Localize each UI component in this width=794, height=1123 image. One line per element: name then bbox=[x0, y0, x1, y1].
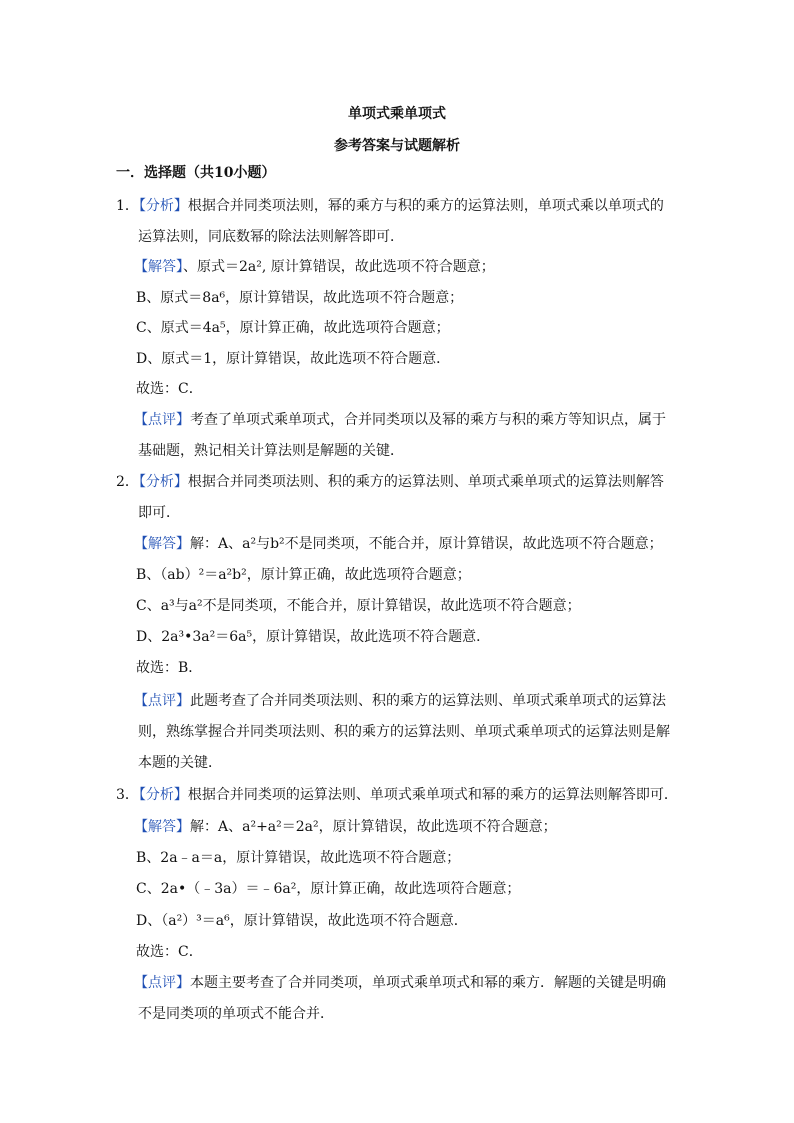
q3-number: 3． bbox=[116, 787, 139, 803]
q1-analysis-text: 根据合并同类项法则，幂的乘方与积的乘方的运算法则，单项式乘以单项式的 bbox=[187, 198, 664, 214]
q1-analysis-line-2: 运算法则，同底数幂的除法法则解答即可． bbox=[138, 229, 404, 245]
q1-choice: 故选：C． bbox=[136, 381, 203, 397]
q3-analysis-line-1 bbox=[116, 785, 678, 805]
analysis-tag: 【分析】 bbox=[138, 474, 188, 490]
analysis-tag: 【分析】 bbox=[138, 787, 188, 803]
q1-answer-a bbox=[134, 257, 495, 277]
q1-comment-line-2: 基础题，熟记相关计算法则是解题的关键． bbox=[138, 443, 404, 459]
q3-answer-d: D、（a²）³＝a⁶，原计算错误，故此选项不符合题意． bbox=[136, 913, 468, 929]
q2-comment-line-1 bbox=[134, 691, 666, 711]
q3-comment-line-2: 不是同类项的单项式不能合并． bbox=[138, 1006, 334, 1022]
page-title: 单项式乘单项式 bbox=[348, 106, 446, 122]
analysis-tag: 【分析】 bbox=[138, 198, 188, 214]
q2-analysis-text: 根据合并同类项法则、积的乘方的运算法则、单项式乘单项式的运算法则解答 bbox=[187, 474, 664, 490]
q2-analysis-line-1 bbox=[116, 472, 664, 492]
q1-answer-c: C、原式＝4a⁵，原计算正确，故此选项符合题意； bbox=[136, 320, 450, 336]
q1-analysis-line-1 bbox=[116, 196, 664, 216]
answer-tag: 【解答】 bbox=[134, 536, 190, 552]
q3-analysis-text: 根据合并同类项的运算法则、单项式乘单项式和幂的乘方的运算法则解答即可． bbox=[187, 787, 678, 803]
q3-comment-text: 本题主要考查了合并同类项，单项式乘单项式和幂的乘方．解题的关键是明确 bbox=[190, 975, 666, 991]
comment-tag: 【点评】 bbox=[134, 975, 190, 991]
answer-tag: 【解答】 bbox=[134, 819, 190, 835]
q3-comment-line-1 bbox=[134, 973, 666, 993]
q2-number: 2． bbox=[116, 474, 139, 490]
q1-answer-b: B、原式＝8a⁶，原计算错误，故此选项不符合题意； bbox=[136, 290, 464, 306]
page-subtitle: 参考答案与试题解析 bbox=[334, 138, 460, 154]
q2-answer-d: D、2a³•3a²＝6a⁵，原计算错误，故此选项不符合题意． bbox=[136, 629, 491, 645]
q2-answer-a-text: 解：A、a²与b²不是同类项，不能合并，原计算错误，故此选项不符合题意； bbox=[190, 536, 663, 552]
q2-choice: 故选：B． bbox=[136, 660, 203, 676]
comment-tag: 【点评】 bbox=[134, 412, 190, 428]
q2-answer-c: C、a³与a²不是同类项，不能合并，原计算错误，故此选项不符合题意； bbox=[136, 598, 581, 614]
q1-comment-line-1 bbox=[134, 410, 666, 430]
q1-answer-d: D、原式＝1，原计算错误，故此选项不符合题意． bbox=[136, 351, 451, 367]
q1-number: 1． bbox=[116, 198, 139, 214]
comment-tag: 【点评】 bbox=[134, 693, 190, 709]
section-heading: 一．选择题（共10小题） bbox=[116, 165, 276, 181]
q3-answer-b: B、2a﹣a＝a，原计算错误，故此选项不符合题意； bbox=[136, 850, 461, 866]
q2-comment-line-2: 则，熟练掌握合并同类项法则、积的乘方的运算法则、单项式乘单项式的运算法则是解 bbox=[138, 724, 670, 740]
q3-answer-a bbox=[134, 817, 557, 837]
q3-answer-c: C、2a•（﹣3a）＝﹣6a²，原计算正确，故此选项符合题意； bbox=[136, 881, 521, 897]
q2-answer-a bbox=[134, 534, 663, 554]
q2-analysis-line-2: 即可． bbox=[138, 505, 180, 521]
q1-comment-text: 考查了单项式乘单项式，合并同类项以及幂的乘方与积的乘方等知识点，属于 bbox=[190, 412, 666, 428]
q3-answer-a-text: 解：A、a²+a²＝2a²，原计算错误，故此选项不符合题意； bbox=[190, 819, 557, 835]
q2-comment-text: 此题考查了合并同类项法则、积的乘方的运算法则、单项式乘单项式的运算法 bbox=[190, 693, 666, 709]
q1-answer-a-text: 、原式＝2a², 原计算错误，故此选项不符合题意； bbox=[183, 259, 495, 275]
q3-choice: 故选：C． bbox=[136, 944, 203, 960]
q2-comment-line-3: 本题的关键． bbox=[138, 755, 222, 771]
answer-tag: 【解答】 bbox=[134, 259, 183, 275]
q2-answer-b: B、（ab）²＝a²b²，原计算正确，故此选项符合题意； bbox=[136, 567, 471, 583]
